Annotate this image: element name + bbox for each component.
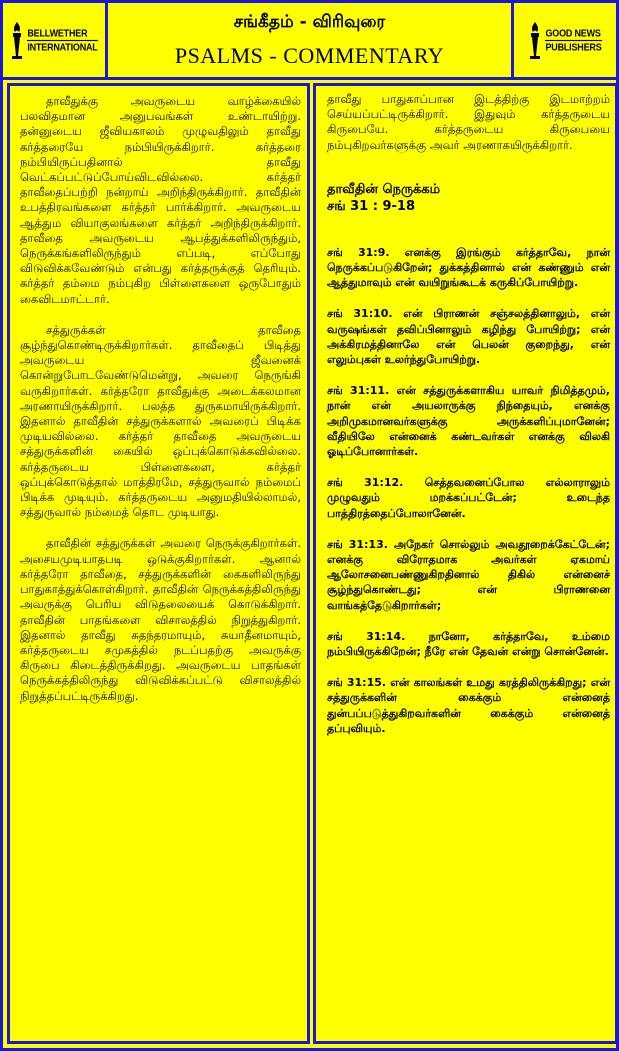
section-heading-title: தாவீதின் நெருக்கம் xyxy=(327,181,441,197)
logo-line-2: INTERNATIONAL xyxy=(27,40,98,53)
title-block xyxy=(108,3,511,77)
verse: சங் 31:15. என் காலங்கள் உமது கரத்திலிருக்கிறது; என் சத்துருக்களின் கைக்கும் என்னைத் துன்பப்படுத்துகிறவர்களின் கைக்கும் என்னைத் தப்புவியும். xyxy=(327,676,610,735)
bellwether-logo-text xyxy=(27,27,97,53)
section-heading-reference: சங் 31 : 9-18 xyxy=(327,198,415,214)
left-column xyxy=(7,83,310,1044)
title-english: PSALMS - COMMENTARY xyxy=(174,43,445,68)
commentary-paragraph: தாவீதுக்கு அவருடைய வாழ்க்கையில் பலவிதமான அனுபவங்கள் உண்டாயிற்று. தன்னுடைய ஜீவியகாலம் முழுவதிலும் தாவீது கர்த்தரையே நம்பியிருக்கிறார். கர்த்தரை நம்பியிருப்பதினால் தாவீது வெட்கப்பட்டுப்போய்விடவில்லை. கர்த்தர் தாவீதைப்பற்றி நன்றாய் அறிந்திருக்கிறார். தாவீதின் உபத்திரவங்களை கர்த்தர் பார்க்கிறார். அவருடைய ஆத்தும வியாகுலங்களை கர்த்தர் அறிந்திருக்கிறார். தாவீதை அவருடைய ஆபத்துக்களிலிருந்தும், நெருக்கங்களிலிருந்தும் எப்படி, எப்போது விடுவிக்கவேண்டும் என்பது கர்த்தருக்குத் தெரியும். கர்த்தர் தம்மை நம்புகிற பிள்ளைகளை ஒருபோதும் கைவிடமாட்டார். xyxy=(20,94,301,306)
verse: சங் 31:12. செத்தவனைப்போல எல்லாராலும் முழுவதும் மறக்கப்பட்டேன்; உடைந்த பாத்திரத்தைப்போலானேன். xyxy=(327,476,610,520)
good-news-logo xyxy=(511,3,616,77)
header xyxy=(3,3,616,80)
logo-line-1: BELLWETHER xyxy=(27,26,88,39)
torch-icon xyxy=(528,20,542,60)
section-heading xyxy=(327,181,610,215)
commentary-paragraph: சத்துருக்கள் தாவீதை சூழ்ந்துகொண்டிருக்கிறார்கள். தாவீதைப் பிடித்து அவருடைய ஜீவனைக் கொன்றுபோடவேண்டுமென்று, அவரை நெருங்கி வருகிறார்கள். கர்த்தரோ தாவீதுக்கு அடைக்கலமான அரணாயிருக்கிறார். பலத்த துருகமாயிருக்கிறார். இதனால் தாவீதின் சத்துருக்களால் அவரைப் பிடிக்க முடியவில்லை. கர்த்தர் தாவீதை அவருடைய சத்துருக்களின் கையில் ஒப்புக்கொடுக்கவில்லை. கர்த்தருடைய பிள்ளைகளை, கர்த்தர் ஒப்புக்கொடுத்தால் மாத்திரமே, சத்துருவால் நம்மைப் பிடிக்க முடியும். கர்த்தருடைய அனுமதியில்லாமல், சத்துருவால் நம்மைத் தொட முடியாது. xyxy=(20,322,301,520)
verse: சங் 31:13. அநேகர் சொல்லும் அவதூறைக்கேட்டேன்; எனக்கு விரோதமாக அவர்கள் ஏகமாய் ஆலோசனைபண்ணுகிறதினால் திகில் என்னைச் சூழ்ந்துகொண்டது; என் பிராணனை வாங்கத்தேடுகிறார்கள்; xyxy=(327,537,610,612)
verse: சங் 31:14. நானோ, கர்த்தாவே, உம்மை நம்பியிருக்கிறேன்; நீரே என் தேவன் என்று சொன்னேன். xyxy=(327,629,610,659)
commentary-paragraph: தாவீதின் சத்துருக்கள் அவரை நெருக்குகிறார்கள். அசையமுடியாதபடி ஒடுக்குகிறார்கள். ஆனால் கர்த்தரோ தாவீதை, சத்துருக்களின் கைகளிலிருந்து பாதுகாத்துக்கொள்கிறார். தாவீதின் நெருக்கத்திலிருந்து அவருக்கு பெரிய விடுதலையைக் கொடுக்கிறார். தாவீதின் பாதங்களை விசாலத்தில் நிறுத்துகிறார். இதனால் தாவீது சுதந்தரமாயும், சுயாதீனமாயும், கர்த்தருடைய சமுகத்தில் நடப்பதற்கு அவருக்கு கிருபை கிடைத்திருக்கிறது. அவருடைய பாதங்கள் நெருக்கத்திலிருந்து விடுவிக்கப்பட்டு விசாலத்தில் நிறுத்தப்பட்டிருக்கிறது. xyxy=(20,536,301,703)
verse: சங் 31:11. என் சத்துருக்களாகிய யாவர் நிமித்தமும், நான் என் அயலாருக்கு நிந்தையும், எனக்கு அறிமுகமானவர்களுக்கு அருக்களிப்புமானேன்; வீதியிலே என்னைக் கண்டவர்கள் எனக்கு விலகி ஓடிப்போனார்கள். xyxy=(327,384,610,459)
commentary-paragraph: தாவீது பாதுகாப்பான இடத்திற்கு இடமாற்றம் செய்யப்பட்டிருக்கிறார். இதுவும் கர்த்தருடைய கிருபையே. கர்த்தருடைய கிருபையை நம்புகிறவர்களுக்கு அவர் அரணாகயிருக்கிறார். xyxy=(327,92,610,152)
logo-line-2: PUBLISHERS xyxy=(545,40,602,53)
good-news-logo-text xyxy=(545,27,601,53)
bellwether-logo xyxy=(3,3,108,77)
torch-icon xyxy=(10,20,24,60)
title-tamil: சங்கீதம் - விரிவுரை xyxy=(233,12,386,32)
logo-line-1: GOOD NEWS xyxy=(545,26,601,39)
verse: சங் 31:9. எனக்கு இரங்கும் கர்த்தாவே, நான் நெருக்கப்படுகிறேன்; துக்கத்தினால் என் கண்ணும் என் ஆத்துமாவும் என் வயிறுங்கூடக் கருகிப்போயிற்று. xyxy=(327,245,610,290)
right-column xyxy=(313,83,618,1044)
verse: சங் 31:10. என் பிராணன் சஞ்சலத்தினாலும், என் வருஷங்கள் தவிப்பினாலும் கழிந்து போயிற்று; என் அக்கிரமத்தினாலே என் பெலன் குறைந்து, என் எலும்புகள் உலர்ந்துபோயிற்று. xyxy=(327,307,610,367)
